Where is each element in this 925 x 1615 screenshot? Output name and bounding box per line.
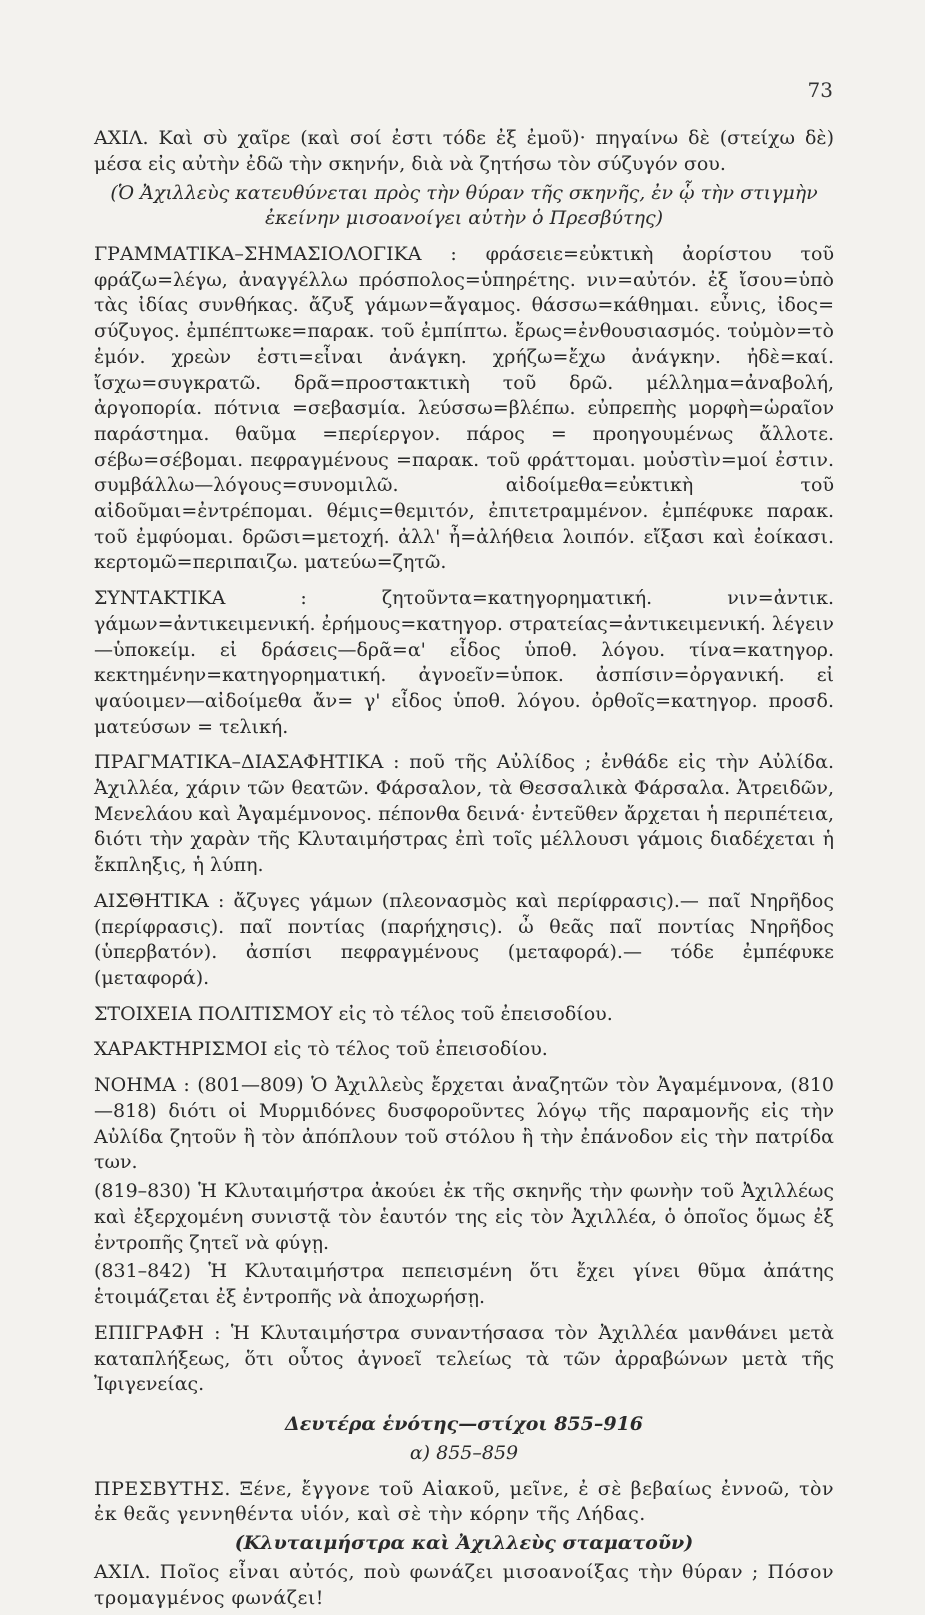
page-content xyxy=(94,126,834,1615)
characterizations-note: ΧΑΡΑΚΤΗΡΙΣΜΟΙ εἰς τὸ τέλος τοῦ ἐπεισοδίου. xyxy=(94,1038,548,1061)
grammar-semantics-notes: ΓΡΑΜΜΑΤΙΚΑ–ΣΗΜΑΣΙΟΛΟΓΙΚΑ : φράσειε=εὐκτικὴ ἀορίστου τοῦ φράζω=λέγω, ἀναγγέλλω πρόσπολος=ὑπηρέτης. νιν=αὐτόν. ἐξ ἴσου=ὑπὸ τὰς ἰδίας συνθήκας. ἄζυξ γάμων=ἄγαμος. θάσσω=κάθημαι. εὖνις, ἰδος= σύζυγος. ἐμπέπτωκε=παρακ. τοῦ ἐμπίπτω. ἔρως=ἐνθουσιασμός. τοὐμὸν=τὸ ἐμόν. χρεὼν ἐστι=εἶναι ἀνάγκη. χρήζω=ἔχω ἀνάγκην. ἠδὲ=καί. ἴσχω=συγκρατῶ. δρᾶ=προστακτικὴ τοῦ δρῶ. μέλλημα=ἀναβολή, ἀργοπορία. πότνια =σεβασμία. λεύσσω=βλέπω. εὐπρεπὴς μορφὴ=ὡραῖον παράστημα. θαῦμα =περίεργον. πάρος = προηγουμένως ἄλλοτε. σέβω=σέβομαι. πεφραγμένους =παρακ. τοῦ φράττομαι. μοὐστὶν=μοί ἐστιν. συμβάλλω—λόγους=συνομιλῶ. αἰδοίμεθα=εὐκτικὴ τοῦ αἰδοῦμαι=ἐντρέπομαι. θέμις=θεμιτόν, ἐπιτετραμμένον. ἐμπέφυκε παρακ. τοῦ ἐμφύομαι. δρῶσι=μετοχή. ἀλλ' ἦ=ἀλήθεια λοιπόν. εἴξασι καὶ ἐοίκασι. κερτομῶ=περιπαιζω. ματεύω=ζητῶ. xyxy=(94,243,834,574)
achilles-line: ΑΧΙΛ. Ποῖος εἶναι αὐτός, ποὺ φωνάζει μισοανοίξας τὴν θύραν ; Πόσον τρομαγμένος φωνάζει! xyxy=(94,1560,834,1609)
section-title: Δευτέρα ἑνότης—στίχοι 855–916 xyxy=(284,1412,644,1435)
factual-notes: ΠΡΑΓΜΑΤΙΚΑ–ΔΙΑΣΑΦΗΤΙΚΑ : ποῦ τῆς Αὐλίδος ; ἐνθάδε εἰς τὴν Αὐλίδα. Ἀχιλλέα, χάριν τῶν θεατῶν. Φάρσαλον, τὰ Θεσσαλικὰ Φάρσαλα. Ἀτρειδῶν, Μενελάου καὶ Ἀγαμέμνονος. πέπονθα δεινά· ἐντεῦθεν ἄρχεται ἡ περιπέτεια, διότι τὴν χαρὰν τῆς Κλυταιμήστρας ἐπὶ τοῖς μέλλουσι γάμοις διαδέχεται ἡ ἔκπληξις, ἡ λύπη. xyxy=(94,751,834,877)
page-number: 73 xyxy=(807,78,833,102)
subsection-title: α) 855–859 xyxy=(409,1441,519,1464)
stage-direction: (Ὁ Ἀχιλλεὺς κατευθύνεται πρὸς τὴν θύραν τῆς σκηνῆς, ἐν ᾧ τὴν στιγμὴν ἐκείνην μισοανοίγει αὐτὴν ὁ Πρεσβύτης) xyxy=(110,181,818,230)
elder-line: ΠΡΕΣΒΥΤΗΣ. Ξένε, ἔγγονε τοῦ Αἰακοῦ, μεῖνε, ἐ σὲ βεβαίως ἐννοῶ, τὸν ἐκ θεᾶς γεννηθέντα υἱόν, καὶ σὲ τὴν κόρην τῆς Λήδας. xyxy=(94,1477,834,1526)
meaning-summary-801: ΝΟΗΜΑ : (801—809) Ὁ Ἀχιλλεὺς ἔρχεται ἀναζητῶν τὸν Ἀγαμέμνονα, (810—818) διότι οἱ Μυρμιδόνες δυσφοροῦντες λόγῳ τῆς παραμονῆς εἰς τὴν Αὐλίδα ζητοῦν ἢ τὸν ἀπόπλουν τοῦ στόλου ἢ τὴν ἐπάνοδον εἰς τὴν πατρίδα των. xyxy=(94,1074,834,1174)
achilles-farewell: ΑΧΙΛ. Καὶ σὺ χαῖρε (καὶ σοί ἐστι τόδε ἐξ ἐμοῦ)· πηγαίνω δὲ (στείχω δὲ) μέσα εἰς αὐτὴν ἐδῶ τὴν σκηνήν, διὰ νὰ ζητήσω τὸν σύζυγόν σου. xyxy=(94,127,834,175)
aesthetic-notes: ΑΙΣΘΗΤΙΚΑ : ἄζυγες γάμων (πλεονασμὸς καὶ περίφρασις).— παῖ Νηρῆδος (περίφρασις). παῖ ποντίας (παρήχησις). ὦ θεᾶς παῖ ποντίας Νηρῆδος (ὑπερβατόν). ἀσπίσι πεφραγμένους (μεταφορά).— τόδε ἐμπέφυκε (μεταφορά). xyxy=(94,889,834,989)
stage-direction-stop: (Κλυταιμήστρα καὶ Ἀχιλλεὺς σταματοῦν) xyxy=(234,1532,694,1555)
meaning-summary-831: (831–842) Ἡ Κλυταιμήστρα πεπεισμένη ὅτι ἔχει γίνει θῦμα ἀπάτης ἑτοιμάζεται ἐξ ἐντροπῆς νὰ ἀποχωρήσῃ. xyxy=(94,1260,834,1309)
syntax-notes: ΣΥΝΤΑΚΤΙΚΑ : ζητοῦντα=κατηγορηματική. νιν=ἀντικ. γάμων=ἀντικειμενική. ἐρήμους=κατηγορ. στρατείας=ἀντικειμενική. λέγειν—ὑποκείμ. εἰ δράσεις—δρᾶ=α' εἶδος ὑποθ. λόγου. τίνα=κατηγορ. κεκτημένην=κατηγορηματική. ἀγνοεῖν=ὑποκ. ἀσπίσιν=ὀργανική. εἰ ψαύοιμεν—αἰδοίμεθα ἄν= γ' εἶδος ὑποθ. λόγου. ὀρθοῖς=κατηγορ. προσδ. ματεύσων = τελική. xyxy=(94,587,834,738)
meaning-summary-819: (819–830) Ἡ Κλυταιμήστρα ἀκούει ἐκ τῆς σκηνῆς τὴν φωνὴν τοῦ Ἀχιλλέως καὶ ἐξερχομένη συνιστᾷ τὸν ἑαυτόν της εἰς τὸν Ἀχιλλέα, ὁ ὁποῖος ὅμως ἐξ ἐντροπῆς ζητεῖ νὰ φύγῃ. xyxy=(94,1180,834,1254)
culture-note: ΣΤΟΙΧΕΙΑ ΠΟΛΙΤΙΣΜΟΥ εἰς τὸ τέλος τοῦ ἐπεισοδίου. xyxy=(94,1002,613,1025)
inscription-summary: ΕΠΙΓΡΑΦΗ : Ἡ Κλυταιμήστρα συναντήσασα τὸν Ἀχιλλέα μανθάνει μετὰ καταπλήξεως, ὅτι οὗτος ἀγνοεῖ τελείως τὰ τῶν ἀρραβώνων μετὰ τῆς Ἰφιγενείας. xyxy=(94,1321,834,1396)
